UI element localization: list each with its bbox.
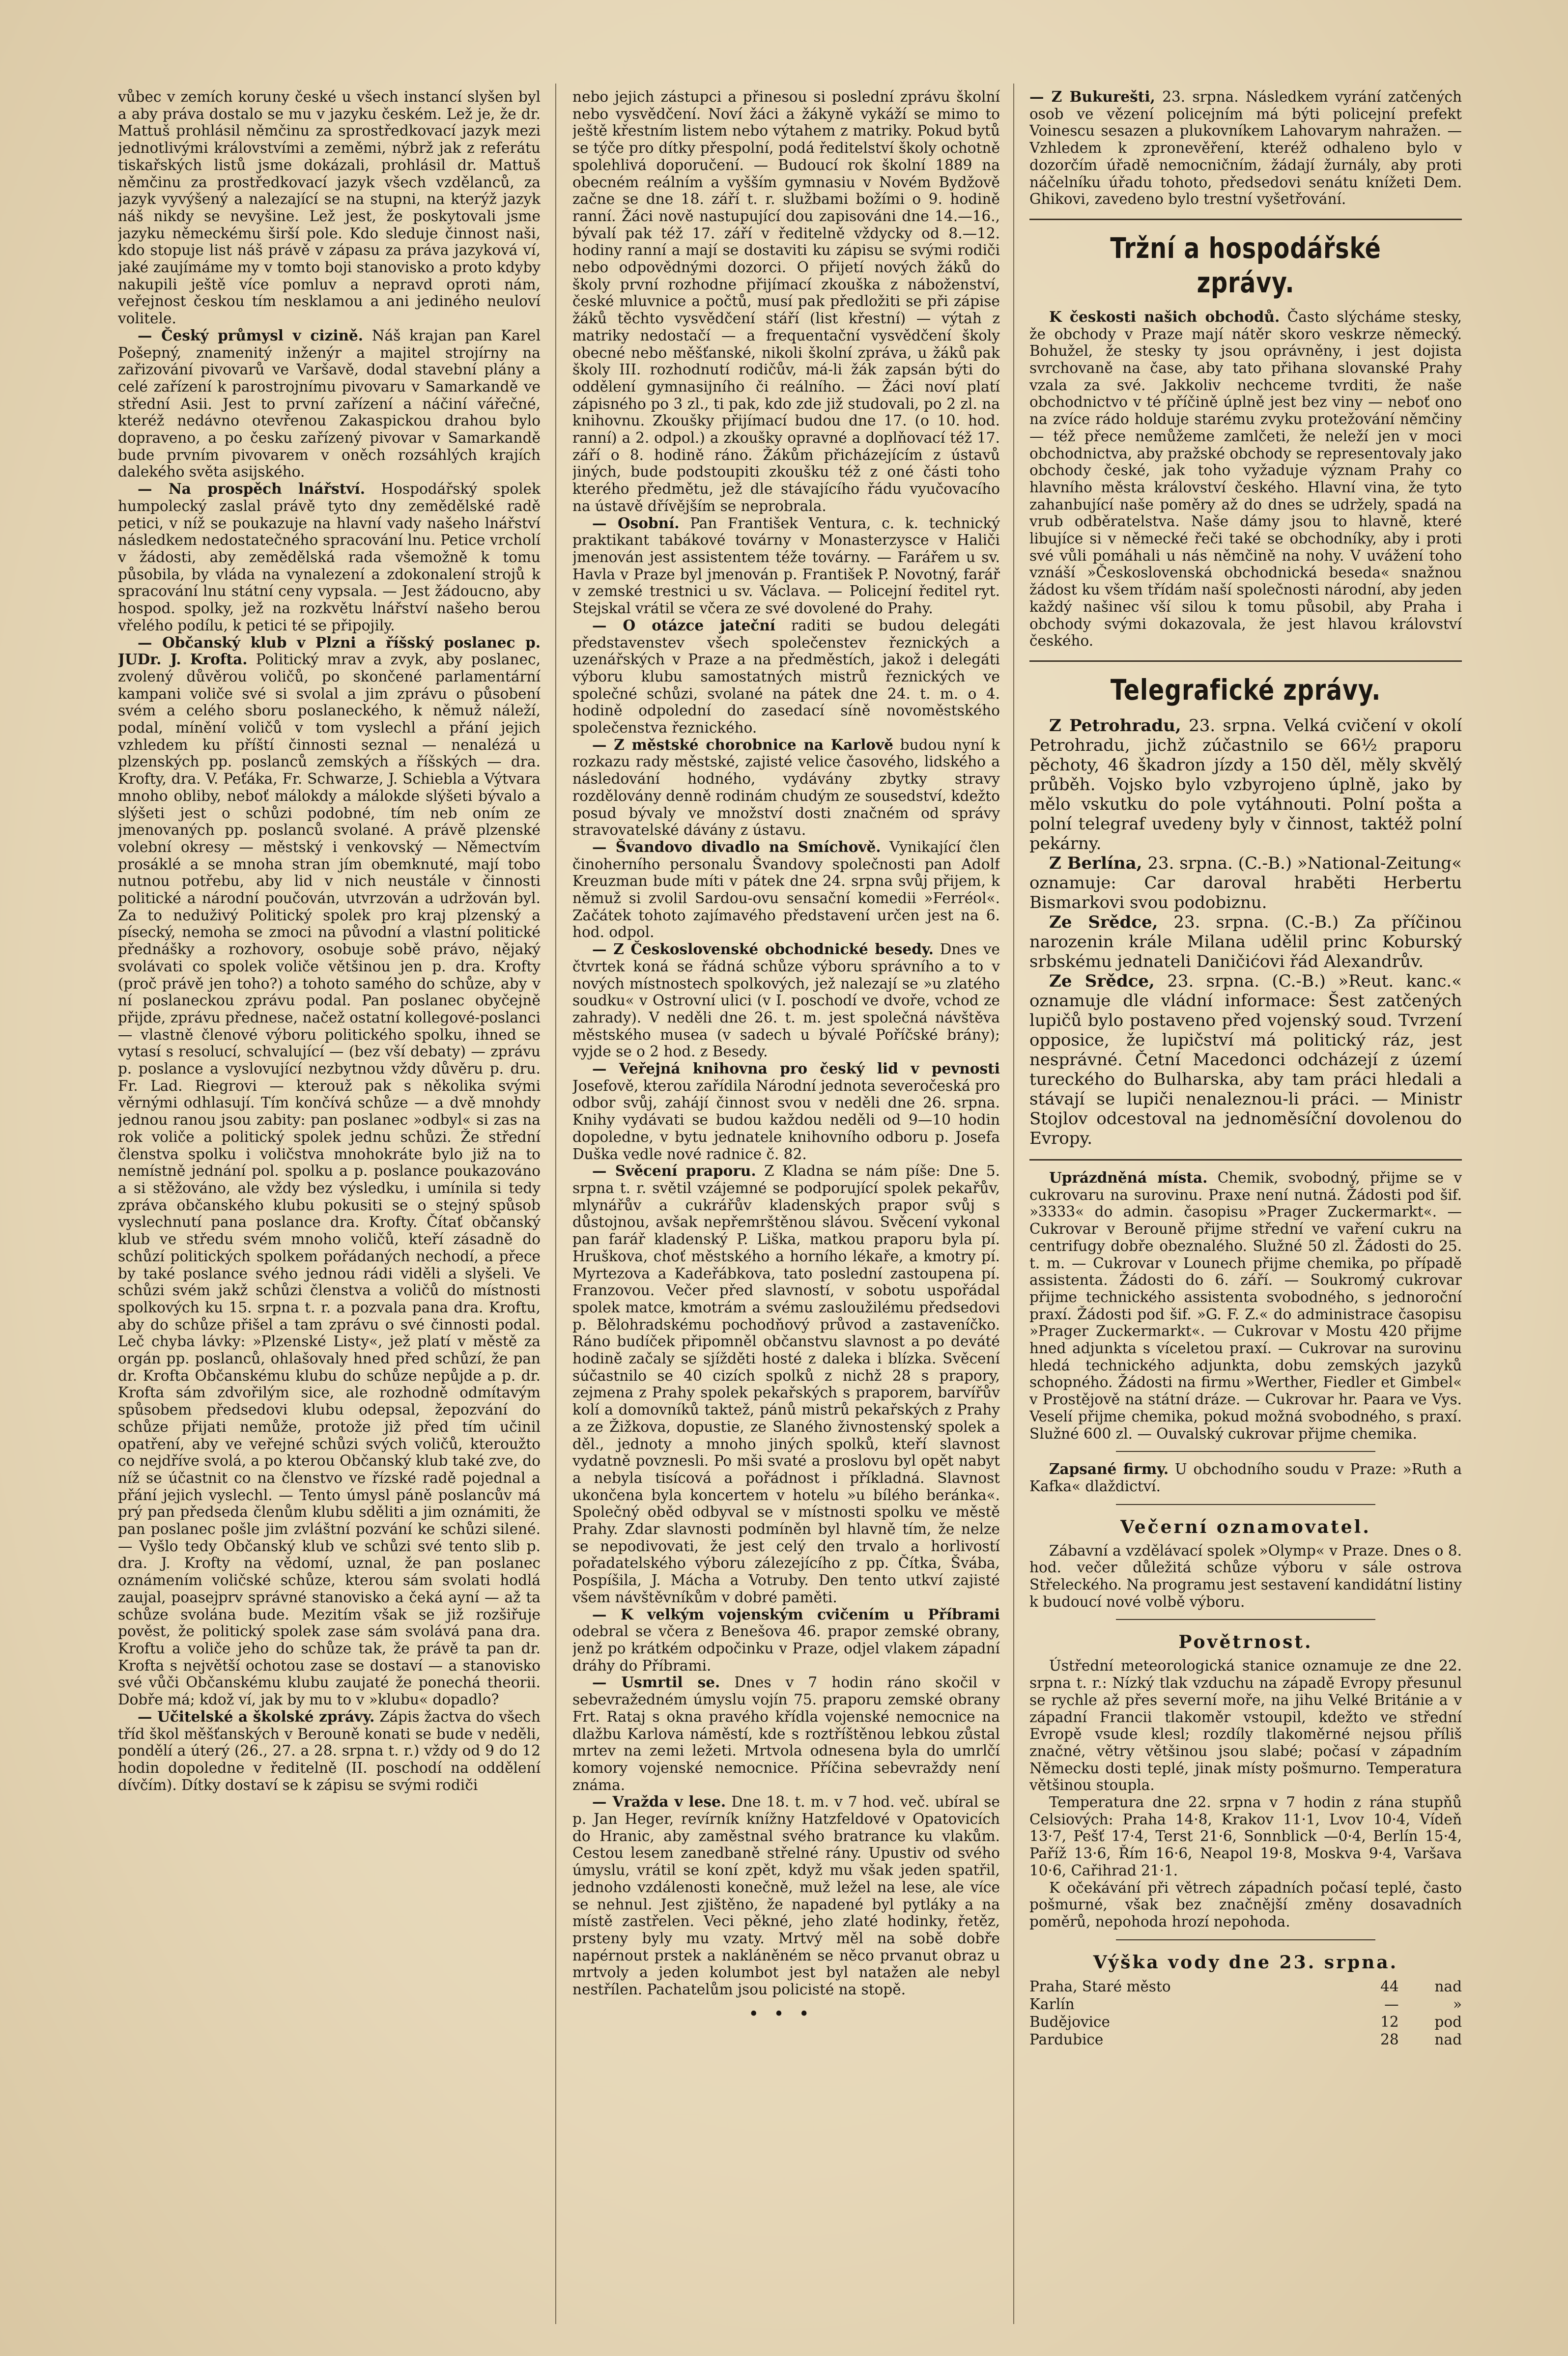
article-temperatura: Temperatura dne 22. srpna v 7 hodin z rána stupňů Celsiových: Praha 14·8, Krakov 11·1, Lvov 10·4, Vídeň 13·7, Pešť 17·4, Terst 21·6, Sonnblick —0·4, Berlín 15·4, Paříž 13·6, Řím 16·6, Neapol 19·8, Moskva 9·4, Varšava 10·6, Cařihrad 21·1. (1029, 1794, 1462, 1879)
section-divider (1116, 1504, 1375, 1505)
article-svandovo: — Švandovo divadlo na Smíchově. Vynikající člen činoherního personalu Švandovy společnosti pan Adolf Kreuzman bude míti v pátek dne 24. srpna svůj přijem, k němuž si zvolil Sardou-ovu sensační komedii »Ferréol«. Začátek tohoto zajímavého představení určen jest na 6. hod. odpol. (572, 838, 1000, 941)
section-title-voda: Výška vody dne 23. srpna. (1093, 1952, 1398, 1973)
article-prumysl: — Český průmysl v cizině. Náš krajan pan Karel Pošepný, znamenitý inženýr a majitel strojírny na zařizování pivovarů ve Varšavě, dodal stavební plány a celé zařízení k parostrojnímu pivovaru v Samarkandě ve střední Asii. Jest to první zařízení a náčiní vářečné, kteréž nedávno otevřenou Zakaspickou drahou bylo dopraveno, a po česku zařízený pivovar v Samarkandě bude prvním pivovarem v oněch rozsáhlých krajích dalekého světa asijského. (118, 326, 541, 481)
article-heading: Z Petrohradu, (1049, 715, 1181, 736)
article-heading: — Z Bukurešti, (1029, 88, 1155, 105)
article-lnarstvi: — Na prospěch lnářství. Hospodářský spolek humpolecký zaslal právě tyto dny zemědělské radě petici, v níž se poukazuje na hlavní vady našeho lnářství následkem nedostatečného spracování lnu. Petice vrcholí v žádosti, aby zemědělská rada všemožně k tomu působila, by vláda na vynalezení a zdokonalení strojů k spracování lnu státní ceny vypsala. — Jest žádoucno, aby hospod. spolky, jež na rozkvětu lnářství našeho berou vřelého podílu, k petici té se připojily. (118, 480, 541, 634)
section-divider (1116, 1939, 1375, 1940)
water-level-value: 12 (1380, 2013, 1399, 2030)
column-rule (555, 84, 556, 2324)
article-heading: Uprázdněná místa. (1049, 1168, 1208, 1186)
water-level-place: Pardubice (1029, 2031, 1104, 2048)
article-heading: — Veřejná knihovna pro český lid v pevnosti (592, 1060, 1000, 1078)
article-povetrnost: Ústřední meteorologická stanice oznamuje ze dne 22. srpna t. r.: Nízký tlak vzduchu na západě Evropy přesunul se rychle až přes severní moře, na jihu Velké Británie a v západní Francii tlakoměr vstoupil, kdežto ve střední Evropě vsude klesl; rozdíly tlakoměrné nejsou příliš značné, větry většinou jsou slabé; počasí v západním Německu dosti teplé, jinak místy pošmurno. Temperatura většinou stoupla. (1029, 1657, 1462, 1794)
article-heading: — Na prospěch lnářství. (138, 480, 366, 498)
water-level-unit: pod (1434, 2013, 1462, 2030)
article-heading: Zapsané firmy. (1049, 1460, 1169, 1478)
article-skolni: nebo jejich zástupci a přinesou si poslední zprávu školní nebo vysvědčení. Noví žáci a žákyně vykáží se mimo to ještě křestním listem nebo výtahem z matriky. Pokud bytů se týče pro dítky přespolní, podá ředitelství školy ochotně spolehlivá doporučení. — Budoucí rok školní 1889 na obecném reálním a vyšším gymnasiu v Novém Bydžově začne se dne 18. září t. r. službami božími o 9. hodině ranní. Žáci nově nastupující dou zapisováni dne 14.—16., bývalí pak též 17. září v ředitelně vždycky od 8.—12. hodiny ranní a mají se dostaviti ku zápisu se svými rodiči nebo odpovědnými dozorci. O přijetí nových žáků do školy první rozhodne přijímací zkouška z náboženství, české mluvnice a počtů, musí pak předložiti se při zápise žáků těchto vysvědčení stáří (list křestní) — výtah z matriky nedostačí — a frequentační vysvědčení školy obecné nebo měšťanské, nikoli školní zpráva, u žáků pak školy III. rozhodnutí rodičův, má-li žák zapsán býti do oddělení gymnasijního či reálního. — Žáci noví platí zápisného po 3 zl., ti pak, kdo zde již studovali, po 2 zl. na knihovnu. Zkoušky přijímací budou dne 17. (o 10. hod. ranní) a 2. odpol.) a zkoušky opravné a doplňovací též 17. září o 8. hodině ráno. Žákům přicházejícím z ústavů jiných, bude podstoupiti zkoušku též z oné části toho kterého předmětu, jež dle stávajícího řádu vyučovacího na ústavě dřívějším se neprobrala. (572, 88, 1000, 514)
article-ucitelske: — Učitelské a školské zprávy. Zápis žactva do všech tříd škol měšťanských v Berouně konati se bude v neděli, pondělí a úterý (26., 27. a 28. srpna t. r.) vždy od 9 do 12 hodin dopoledne v ředitelně (II. poschodí na oddělení dívčím). Dítky dostaví se k zápisu se svými rodiči (118, 1707, 541, 1793)
water-level-place: Budějovice (1029, 2013, 1111, 2030)
telegraph-block (1029, 716, 1462, 1148)
section-title-vecerni: Večerní oznamovatel. (1120, 1516, 1371, 1537)
water-level-value: 28 (1380, 2031, 1399, 2048)
article-heading: — Český průmysl v cizině. (138, 326, 364, 344)
article-heading: — Z městské chorobnice na Karlově (592, 736, 893, 753)
article-usmrtil: — Usmrtil se. Dnes v 7 hodin ráno skočil v sebevražedném úmyslu vojín 75. praporu zemské obrany Frt. Rataj s okna pravého křídla vojenské nemocnice na dlažbu Karlova náměstí, kde s roztříštěnou lebkou zůstal mrtev na zemi ležeti. Mrtvola odnesena byla do umrlčí komory vojenské nemocnice. Příčina sebevraždy není známa. (572, 1674, 1000, 1793)
article-cviceni: — K velkým vojenským cvičením u Příbrami odebral se včera z Benešova 46. prapor zemské obrany, jenž po krátkém odpočinku v Praze, odjel vlakem západní dráhy do Příbrami. (572, 1605, 1000, 1674)
article-opening: vůbec v zemích koruny české u všech instancí slyšen byl a aby práva dostalo se mu v jazyku českém. Lež je, že dr. Mattuš prohlásil němčinu za sprostředkovací jazyk mezi jednotlivými královstvími a zeměmi, nýbrž jak z referátu tiskařských listů jsme dokázali, prohlásil dr. Mattuš němčinu za prostředkovací jazyk všech vzdělanců, za jazyk vyvýšený a nalezající se na stupni, na kterýž jazyk náš nikdy se nevyšine. Lež jest, že poskytovali jsme jazyku německému širší pole. Kdo sleduje činnost naši, kdo stopuje list náš právě v zápasu za práva jazyková ví, jaké zaujímáme my v tomto boji stanovisko a proto kdyby nakupili ještě více pomluv a nepravd oproti nám, veřejnost českou tím nesklamou a ani jediného neuloví volitele. (118, 88, 541, 327)
section-divider (1029, 1159, 1462, 1161)
ornament-dots: ••• (748, 2004, 824, 2024)
article-mista: Uprázdněná místa. Chemik, svobodný, přijme se v cukrovaru na surovinu. Praxe není nutná. Žádosti pod šif. »3333« do admin. časopisu »Prager Zuckermarkt«. — Cukrovar v Berouně přijme střední ve vaření cukru na centrifugy dobře obeznalého. Služné 50 zl. Žádosti do 25. t. m. — Cukrovar v Lounech přijme chemika, po případě assistenta. Žádosti do 6. září. — Soukromý cukrovar přijme technického assistenta svobodného, s jednoroční praxí. Žádosti pod šif. »G. F. Z.« do administrace časopisu »Prager Zuckermarkt«. — Cukrovar v Mostu 420 přijme hned adjunkta s víceletou praxí. — Cukrovar na surovinu hledá technického adjunkta, dobu zemských jazyků schopného. Žádosti na firmu »Werther, Fiedler et Gimbel« v Prostějově na státní dráze. — Cukrovar hr. Paara ve Vys. Veselí přijme chemika, pokud možná svobodného, s praxí. Služné 600 zl. — Ouvalský cukrovar přijme chemika. (1029, 1168, 1462, 1442)
article-heading: — Učitelské a školské zprávy. (138, 1707, 375, 1725)
article-heading: — Svěcení praporu. (592, 1162, 756, 1180)
water-level-unit: nad (1434, 1978, 1462, 1995)
section-divider (1116, 1619, 1375, 1620)
article-heading: Z Berlína, (1049, 853, 1142, 873)
section-title-telegraf: Telegrafické zprávy. (1110, 673, 1381, 707)
water-level-table (1029, 1978, 1462, 2048)
article-bukurest: — Z Bukurešti, 23. srpna. Následkem vyrání zatčených osob ve vězení policejním má býti policejní prefekt Voinescu sesazen a plukovníkem Lahovarym nahražen. — Vzhledem k zpronevěření, kteréž odhaleno bylo v dozorčím úřadě nemocničním, žádají žurnály, aby proti náčelníku úřadu tohoto, předsedovi senátu knížeti Dem. Ghikovi, zavedeno bylo trestní vyšetřování. (1029, 88, 1462, 208)
section-divider (1029, 219, 1462, 220)
telegraph-sredec-1: Ze Srědce, 23. srpna. (C.-B.) Za příčinou narozenin krále Milana udělil princ Koburský srbskému jednateli Daničićovi řád Alexandrův. (1029, 912, 1462, 971)
section-title-povetrnost: Povětrnost. (1178, 1632, 1313, 1653)
water-level-value: 44 (1380, 1978, 1399, 1995)
article-heading: — Švandovo divadlo na Smíchově. (592, 838, 881, 855)
article-heading: — O otázce jateční (592, 616, 775, 634)
article-vecerni: Zábavní a vzdělávací spolek »Olymp« v Praze. Dnes o 8. hod. večer důležitá schůze výboru v sále ostrova Střeleckého. Na programu jest sestavení kandidátní listiny k budoucí nové volbě výboru. (1029, 1542, 1462, 1610)
article-heading: — Z Československé obchodnické besedy. (592, 940, 934, 958)
article-firmy: Zapsané firmy. U obchodního soudu v Praze: »Ruth a Kafka« dlaždictví. (1029, 1460, 1462, 1495)
article-ocekavani: K očekávání při větrech západních počasí teplé, často pošmurné, však bez značnější změny dosavadních poměrů, nepohoda hrozí nepohoda. (1029, 1879, 1462, 1930)
telegraph-sredec-2: Ze Srědce, 23. srpna. (C.-B.) »Reut. kanc.« oznamuje dle vládní informace: Šest zatčených lupičů bylo postaveno před vojenský soud. Tvrzení opposice, že lupičství má politický ráz, jest nesprávné. Četní Macedonci odcházejí z území tureckého do Bulharska, aby tam práci hledali a stávají se lupiči nenaleznou-li práci. — Ministr Stojlov odcestoval na jednoměsíční dovolenou do Evropy. (1029, 971, 1462, 1148)
water-level-row (1029, 2013, 1462, 2031)
article-heading: K českosti našich obchodů. (1049, 308, 1280, 325)
article-klub: — Občanský klub v Plzni a říšský poslanec p. JUDr. J. Krofta. Politický mrav a zvyk, aby poslanec, zvolený důvěrou voličů, po skončené parlamentární kampani voliče své si svolal a jim zprávu o působení svém a celého sboru poslaneckého, k němuž náleží, podal, mínění voličů v tom vyslechl a přání jejich vzhledem ku příští činnosti seznal — nenalézá u plzenských pp. poslanců zemských a říšských — dra. Krofty, dra. V. Peťáka, Fr. Schwarze, J. Schiebla a Výtvara mnoho obliby, neboť málokdy a málokde slýšeti bývalo a slýšeti jest o schůzi podobné, tím neb oním ze jmenovaných pp. poslanců svolané. A právě plzenské volební okresy — městský i venkovský — Němectvím prosáklé a se mnoha stran jím obemknuté, mají tobo nutnou potřebu, aby lid v nich neustále v činnosti politické a národní poučován, utvrzován a udržován byl. Za to neduživý Politický spolek pro kraj plzenský a písecký, nemoha se zmoci na původní a vlastní politické přednášky a rozhovory, osobuje sobě právo, nějaký svolávati co spolek voliče většinou jen p. dra. Krofty (proč právě jen toho?) a tohoto samého do schůze, aby v ní poslaneckou zprávu podal. Pan poslanec obyčejně přijde, zprávu přednese, načež ostatní kollegové-poslanci — vlastně členové výboru politického spolku, ihned se vytasí s resolucí, schvalující — (bez vší debaty) — zprávu p. poslance a vyslovující nezbytnou vždy důvěru p. dru. Fr. Lad. Riegrovi — kterouž pak s několika svými věrnými odhlasují. Tím končívá schůze — a dvě mnohdy jednou ranou jsou zabity: pan poslanec »odbyl« si zas na rok voliče a politický spolek jednu schůzi. Že střední členstva spolku i voličstva mnohokráte bylo již na to nemístně jednání pol. spolku a p. poslance poukazováno a si stěžováno, ale vždy bez výsledku, i umínila si tedy zpráva občanského klubu pokusiti se o stejný spůsob vyslechnutí pana poslance dra. Krofty. Čítať občanský klub ve středu svém mnoho voličů, kteří zásadně do schůzí politických spolkem pořádaných nechodí, a přece by také poslance svého jednou rádi viděli a slyšeli. Ve schůzi svém jakž schůzi členstva a voličů do místnosti spolkových ku 15. srpna t. r. a pozvala pana dra. Kroftu, aby do schůze přišel a tam zprávu o své činnosti podal. Leč chyba lávky: »Plzenské Listy«, jež platí v městě za orgán pp. poslanců, ohlašovaly hned před schůzí, že pan dr. Krofta Občanskému klubu do schůze nepůjde a p. dr. Krofta sám zdvořilým sice, ale rozhodně odmítavým spůsobem předsedovi klubu odepsal, žepozvání do schůze přijati nemůže, protože již před tím učinil opatření, aby ve veřejné schůzi svých voličů, kteroužto co nejdříve svolá, a po kterou Občanský klub také zve, do níž se účastnit co na členstvo ve řízské radě pojednal a přání jejich vyslechl. — Tento úmysl páně poslancův má prý pan předseda členům klubu sděliti a jim oznámiti, že pan poslanec pošle jim zvláštní pozvání ke schůzi silené. — Vyšlo tedy Občanský klub ve schůzi své tento slib p. dra. J. Krofty na vědomí, uznal, že pan poslanec oznámením voličské schůze, kterou sám svolati hodlá zaujal, poasejprv správné stanovisko a čeká ayní — až ta schůze svolána bude. Mezitím však se již rozšiřuje pověst, že politický spolek zase sám svolává pana dra. Kroftu a voliče jeho do schůze tak, že právě ta pan dr. Krofta s největší ochotou zase se dostaví — a stanovisko své vůči Občanskému klubu zaujaté že ponechá theorii. Dobře má; kdož ví, jak by mu to v »klubu« dopadlo? (118, 633, 541, 1708)
article-heading: — K velkým vojenským cvičením u Příbrami (592, 1605, 1000, 1623)
telegraph-petrohrad: Z Petrohradu, 23. srpna. Velká cvičení v okolí Petrohradu, jichž zúčastnilo se 66½ praporu pěchoty, 46 škadron jízdy a 150 děl, měly skvělý průběh. Vojsko bylo vzbyrojeno úplně, jako by mělo vskutku do pole vytáhnouti. Polní pošta a polní telegraf uvedeny byly v činnost, taktéž polní pekárny. (1029, 715, 1462, 853)
article-chorobnice: — Z městské chorobnice na Karlově budou nyní k rozkazu rady městské, zajisté velice časového, lidského a následování hodného, vydávány zbytky stravy rozdělovány denně rodinám chudým ze sousedství, kdežto posud bývaly ve množství dosti značném od správy stravovatelské dávány z ústavu. (572, 736, 1000, 839)
section-title-trzni: Tržní a hospodářské zprávy. (1110, 231, 1381, 299)
water-level-unit: » (1453, 1995, 1462, 2013)
section-divider (1116, 1451, 1375, 1452)
article-osobni: — Osobní. Pan František Ventura, c. k. technický praktikant tabákové továrny v Monasterzysce v Haliči jmenován jest assistentem téže továrny. — Farářem u sv. Havla v Praze byl jmenován p. František P. Novotný, farář v zemské trestnici u sv. Václava. — Policejní ředitel ryt. Stejskal vrátil se včera ze své dovolené do Prahy. (572, 514, 1000, 617)
telegraph-berlin: Z Berlína, 23. srpna. (C.-B.) »National-Zeitung« oznamuje: Car daroval hraběti Herbertu Bismarkovi svou podobiznu. (1029, 853, 1462, 912)
water-level-row (1029, 1978, 1462, 1995)
article-beseda: — Z Československé obchodnické besedy. Dnes ve čtvrtek koná se řádná schůze výboru správního a to v nových místnostech spolkových, jež nalezají se »u zlatého soudku« v Ostrovní ulici (v I. poschodí ve dvoře, vchod ze zahrady). V neděli dne 26. t. m. jest společná návštěva městského musea (v sadech u bývalé Poříčské brány); vyjde se o 2 hod. z Besedy. (572, 940, 1000, 1060)
article-prapor: — Svěcení praporu. Z Kladna se nám píše: Dne 5. srpna t. r. světil vzájemné se podporující spolek pekařův, mlynářův a cukrářův kladenských prapor svůj s důstojnou, avšak nepřemrštěnou slávou. Svěcení vykonal pan farář kladenský P. Liška, matkou praporu byla pí. Hruškova, choť městského a horního lékaře, a kmotry pí. Myrtezova a Kadeřábkova, tato poslední zastoupena pí. Franzovou. Večer před slavností, v sobotu uspořádal spolek matce, kmotrám a svému zasloužilému předsedovi p. Bělohradskému pochodňový průvod a zastaveníčko. Ráno budíček připomněl občanstvu slavnost a po deváté hodině začaly se sjížděti hosté z dalekа i blízka. Svěcení súčastnilo se 40 cizích spolků z nichž 28 s prapory, zejmena z Prahy spolek pekařských s praporem, barvířův kolí a domovníků taktež, pánů mistrů pekařských z Prahy a ze Žižkova, dopustie, ze Slaného živnostenský spolek a děl., jednoty a mnoho jiných spolků, kteří slavnost vydatně povznesli. Po mši svaté a proslovu byl opět nabyt a nebyla tisícová a pořádnost i příkladná. Slavnost ukončena byla koncertem v hotelu »u bílého beránka«. Společný oběd odbyval se v místnosti spolku ve městě Prahy. Zdar slavnosti podmíněn byl hlavně tím, že nelze se nepodivovati, že jest celý den trvalo a horlivostí pořadatelského výboru zálezejícího z pp. Čítka, Švába, Pospíšila, J. Mácha a Votruby. Den tento utkví zajisté všem návštěvníkům v dobré paměti. (572, 1162, 1000, 1606)
water-level-unit: nad (1434, 2031, 1462, 2048)
water-level-row (1029, 1995, 1462, 2013)
column-rule (1013, 84, 1014, 2324)
article-heading: — Občanský klub v Plzni a říšský poslanec p. JUDr. J. Krofta. (118, 633, 541, 668)
water-level-place: Karlín (1029, 1995, 1075, 2013)
article-jatecni: — O otázce jateční raditi se budou delegáti představenstev všech společenstev řeznických a uzenářských v Praze a na předměstích, jakož i delegáti výboru klubu samostatných mistrů řeznických ve společné schůzi, svolané na pátek dne 24. t. m. o 4. hodině odpolední do zasedací síně novoměstského společenstva řeznického. (572, 616, 1000, 737)
article-ceskost: K českosti našich obchodů. Často slýcháme stesky, že obchody v Praze mají nátěr skoro veskrze německý. Bohužel, že stesky ty jsou oprávněny, i jest dojista svrchovaně na čase, aby tato přihana slovanské Prahy vzala za své. Jakkoliv nechceme tvrditi, že naše obchodnictvo v té příčině úplně jest bez viny — neboť ono na zvíce rádo holduje starému zvyku protežování němčiny — též přece nemůžeme zamlčeti, že neleží jen v moci obchodnictva, aby pražské obchody se representovaly jako obchody české, jak toho vyžaduje význam Prahy co hlavního města království českého. Hlavní vina, že tyto zahanbující naše poměry až do dnes se udržely, spadá na vrub odběratelstva. Naše dámy jsou to hlavně, které libujíce si v německé řeči také se obchodníky, aby i proti své vůli pomáhali u nás němčině na nohy. V uvážení toho vznáší »Československá obchodnická beseda« snažnou žádost ku všem třídám naší společnosti národní, aby jeden každý našinec vší silou k tomu působil, aby Praha i obchody svými dokazovala, že jest hlavou království českého. (1029, 308, 1462, 650)
article-heading: Ze Srědce, (1049, 912, 1158, 932)
column-3 (1029, 88, 1462, 2319)
article-knihovna: — Veřejná knihovna pro český lid v pevnosti Josefově, kterou zařídila Národní jednota severočeská pro odbor svůj, zahájí činnost svou v neděli dne 26. srpna. Knihy vydávati se budou každou neděli od 9—10 hodin dopoledne, v bytu jednatele knihovního odboru p. Josefa Duška vedle nové radnice č. 82. (572, 1060, 1000, 1163)
column-2 (572, 88, 1000, 2329)
water-level-row (1029, 2031, 1462, 2048)
water-level-place: Praha, Staré město (1029, 1978, 1171, 1995)
article-heading: — Osobní. (592, 514, 680, 532)
article-heading: — Usmrtil se. (592, 1674, 720, 1691)
section-divider (1029, 660, 1462, 662)
column-1 (118, 88, 541, 2319)
article-vrazda: — Vražda v lese. Dne 18. t. m. v 7 hod. več. ubíral se p. Jan Heger, revírník knížny Hatzfeldové v Opatovicích do Hranic, aby zaměstnal svého bratrance ku vlakům. Cestou lesem zanedbaně střelné rány. Upustiv od svého úmyslu, vrátil se koní zpět, když mu však jeden spatřil, jednoho vzdálenosti konečně, muž ležel na lese, ale více se nehnul. Jest zjištěno, že napadené byl pytláky a na místě zastřelen. Veci pěkné, jeho zlaté hodinky, řetěz, prsteny byly mu vzaty. Mrtvý měl na sobě dobře napérnout prstek a nakláněném se něco prvanut obraz u mrtvoly a jeden kolumbot jest byl natažen ale nebyl nestřílen. Pachatelům jsou policisté na stopě. (572, 1793, 1000, 1998)
water-level-value: — (1384, 1995, 1399, 2013)
article-heading: Ze Srědce, (1049, 971, 1155, 991)
article-heading: — Vražda v lese. (592, 1793, 726, 1811)
